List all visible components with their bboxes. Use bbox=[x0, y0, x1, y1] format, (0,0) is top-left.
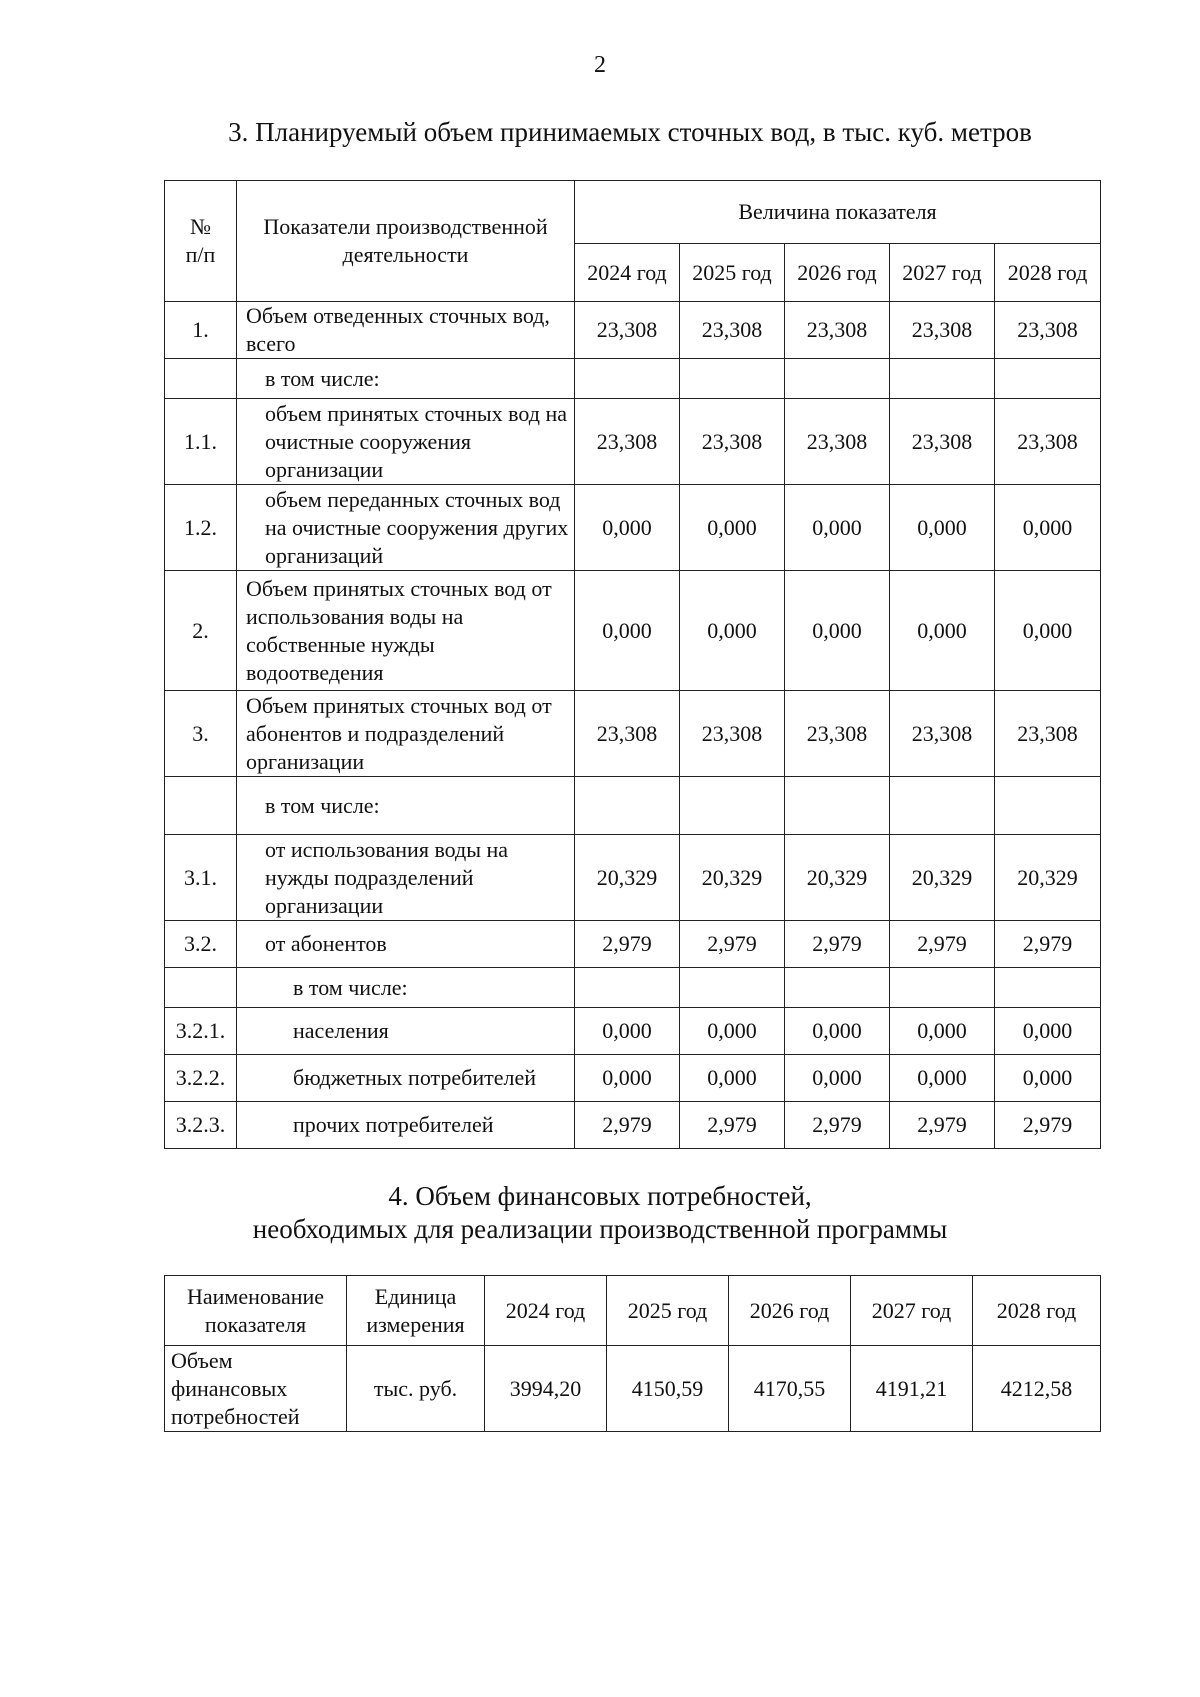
row-value: 20,329 bbox=[890, 835, 995, 921]
row-num: 3.1. bbox=[165, 835, 237, 921]
row-num: 1.1. bbox=[165, 399, 237, 485]
row-num bbox=[165, 968, 237, 1008]
header-cell: 2025 год bbox=[607, 1276, 729, 1346]
row-value: 0,000 bbox=[575, 485, 680, 571]
row-label: Объем отведенных сточных вод, всего bbox=[237, 302, 575, 359]
row-value: 23,308 bbox=[785, 302, 890, 359]
row-value bbox=[890, 359, 995, 399]
table-header-row bbox=[165, 181, 1101, 244]
header-num: № п/п bbox=[165, 181, 237, 302]
table-header-row bbox=[165, 1276, 1101, 1346]
header-year: 2027 год bbox=[890, 244, 995, 302]
table-row bbox=[165, 968, 1101, 1008]
page-number: 2 bbox=[594, 52, 606, 78]
section-4-title bbox=[0, 1180, 1200, 1246]
row-num: 3.2.2. bbox=[165, 1055, 237, 1102]
section-4-title-line2: необходимых для реализации производственной программы bbox=[252, 1214, 948, 1244]
table-row bbox=[165, 777, 1101, 835]
row-value: 23,308 bbox=[680, 302, 785, 359]
row-value bbox=[785, 968, 890, 1008]
row-value: 4212,58 bbox=[973, 1346, 1101, 1432]
header-year: 2025 год bbox=[680, 244, 785, 302]
row-label: от использования воды на нужды подразделений организации bbox=[237, 835, 575, 921]
table-row bbox=[165, 302, 1101, 359]
row-value: 23,308 bbox=[575, 302, 680, 359]
row-value: 0,000 bbox=[680, 485, 785, 571]
row-value: 0,000 bbox=[995, 1008, 1101, 1055]
row-value: 23,308 bbox=[995, 691, 1101, 777]
row-value: 0,000 bbox=[680, 1055, 785, 1102]
row-value: 20,329 bbox=[680, 835, 785, 921]
table-row bbox=[165, 571, 1101, 691]
row-value: 0,000 bbox=[995, 571, 1101, 691]
row-value: 2,979 bbox=[785, 921, 890, 968]
row-value: 2,979 bbox=[680, 1102, 785, 1149]
row-num: 1. bbox=[165, 302, 237, 359]
table-row bbox=[165, 1055, 1101, 1102]
header-year: 2024 год bbox=[575, 244, 680, 302]
header-cell: Единица измерения bbox=[347, 1276, 485, 1346]
row-value: 0,000 bbox=[575, 1008, 680, 1055]
table-row bbox=[165, 1102, 1101, 1149]
row-value bbox=[785, 359, 890, 399]
row-value: 0,000 bbox=[680, 1008, 785, 1055]
row-label: в том числе: bbox=[237, 777, 575, 835]
table-row bbox=[165, 359, 1101, 399]
row-value: 0,000 bbox=[785, 1055, 890, 1102]
header-cell: 2028 год bbox=[973, 1276, 1101, 1346]
row-value: 23,308 bbox=[680, 691, 785, 777]
row-value bbox=[680, 777, 785, 835]
row-value: 0,000 bbox=[575, 1055, 680, 1102]
row-num: 3.2. bbox=[165, 921, 237, 968]
row-value: 0,000 bbox=[785, 1008, 890, 1055]
row-value: 2,979 bbox=[575, 1102, 680, 1149]
table-row bbox=[165, 485, 1101, 571]
row-value: 23,308 bbox=[890, 302, 995, 359]
row-value: 23,308 bbox=[995, 302, 1101, 359]
row-num: 2. bbox=[165, 571, 237, 691]
row-value: 20,329 bbox=[785, 835, 890, 921]
table-row bbox=[165, 835, 1101, 921]
row-value: 2,979 bbox=[890, 921, 995, 968]
row-value: 2,979 bbox=[575, 921, 680, 968]
row-num: 1.2. bbox=[165, 485, 237, 571]
row-value: 2,979 bbox=[890, 1102, 995, 1149]
wastewater-volume-table bbox=[164, 180, 1101, 1149]
row-num bbox=[165, 359, 237, 399]
table-row bbox=[165, 921, 1101, 968]
row-label: Объем принятых сточных вод от использования воды на собственные нужды водоотведения bbox=[237, 571, 575, 691]
row-value: 23,308 bbox=[785, 691, 890, 777]
row-label: Объем финансовых потребностей bbox=[165, 1346, 347, 1432]
row-label: прочих потребителей bbox=[237, 1102, 575, 1149]
row-value: 2,979 bbox=[680, 921, 785, 968]
row-value: 4170,55 bbox=[729, 1346, 851, 1432]
row-value: 23,308 bbox=[890, 691, 995, 777]
financial-needs-table bbox=[164, 1275, 1101, 1432]
row-num bbox=[165, 777, 237, 835]
row-value: 23,308 bbox=[785, 399, 890, 485]
row-value: 0,000 bbox=[890, 1055, 995, 1102]
row-value bbox=[680, 359, 785, 399]
row-value: 2,979 bbox=[785, 1102, 890, 1149]
row-value bbox=[890, 777, 995, 835]
row-value: 0,000 bbox=[785, 571, 890, 691]
row-value: 23,308 bbox=[575, 399, 680, 485]
row-value: 2,979 bbox=[995, 1102, 1101, 1149]
row-label: Объем принятых сточных вод от абонентов и подразделений организации bbox=[237, 691, 575, 777]
row-label: населения bbox=[237, 1008, 575, 1055]
row-value bbox=[575, 777, 680, 835]
header-year: 2026 год bbox=[785, 244, 890, 302]
row-value: 0,000 bbox=[575, 571, 680, 691]
table-row bbox=[165, 691, 1101, 777]
row-value bbox=[680, 968, 785, 1008]
row-value bbox=[575, 968, 680, 1008]
row-label: бюджетных потребителей bbox=[237, 1055, 575, 1102]
row-value bbox=[995, 359, 1101, 399]
section-3-title: 3. Планируемый объем принимаемых сточных вод, в тыс. куб. метров bbox=[228, 117, 1032, 147]
header-cell: Наименование показателя bbox=[165, 1276, 347, 1346]
table-row bbox=[165, 1008, 1101, 1055]
row-value: 4191,21 bbox=[851, 1346, 973, 1432]
row-value: 0,000 bbox=[995, 485, 1101, 571]
row-value: 23,308 bbox=[680, 399, 785, 485]
row-label: в том числе: bbox=[237, 359, 575, 399]
section-4-title-line1: 4. Объем финансовых потребностей, bbox=[388, 1181, 812, 1211]
row-value: 0,000 bbox=[785, 485, 890, 571]
row-value bbox=[785, 777, 890, 835]
row-label: объем переданных сточных вод на очистные сооружения других организаций bbox=[237, 485, 575, 571]
table-row bbox=[165, 399, 1101, 485]
row-value: 0,000 bbox=[890, 485, 995, 571]
row-value: 23,308 bbox=[575, 691, 680, 777]
row-value: 0,000 bbox=[680, 571, 785, 691]
row-num: 3.2.3. bbox=[165, 1102, 237, 1149]
row-label: в том числе: bbox=[237, 968, 575, 1008]
header-indicator: Показатели производственной деятельности bbox=[237, 181, 575, 302]
table-row bbox=[165, 1346, 1101, 1432]
row-value bbox=[575, 359, 680, 399]
row-value: 0,000 bbox=[890, 1008, 995, 1055]
row-num: 3. bbox=[165, 691, 237, 777]
row-value: 20,329 bbox=[995, 835, 1101, 921]
row-label: объем принятых сточных вод на очистные сооружения организации bbox=[237, 399, 575, 485]
header-cell: 2024 год bbox=[485, 1276, 607, 1346]
row-value bbox=[995, 968, 1101, 1008]
row-value: 3994,20 bbox=[485, 1346, 607, 1432]
row-value: 23,308 bbox=[995, 399, 1101, 485]
row-value: 0,000 bbox=[995, 1055, 1101, 1102]
row-num: 3.2.1. bbox=[165, 1008, 237, 1055]
row-value: 2,979 bbox=[995, 921, 1101, 968]
header-cell: 2026 год bbox=[729, 1276, 851, 1346]
row-value: 20,329 bbox=[575, 835, 680, 921]
row-value: 23,308 bbox=[890, 399, 995, 485]
row-value bbox=[890, 968, 995, 1008]
row-unit: тыс. руб. bbox=[347, 1346, 485, 1432]
row-value: 0,000 bbox=[890, 571, 995, 691]
row-value bbox=[995, 777, 1101, 835]
header-value-group: Величина показателя bbox=[575, 181, 1101, 244]
header-year: 2028 год bbox=[995, 244, 1101, 302]
row-label: от абонентов bbox=[237, 921, 575, 968]
header-cell: 2027 год bbox=[851, 1276, 973, 1346]
row-value: 4150,59 bbox=[607, 1346, 729, 1432]
